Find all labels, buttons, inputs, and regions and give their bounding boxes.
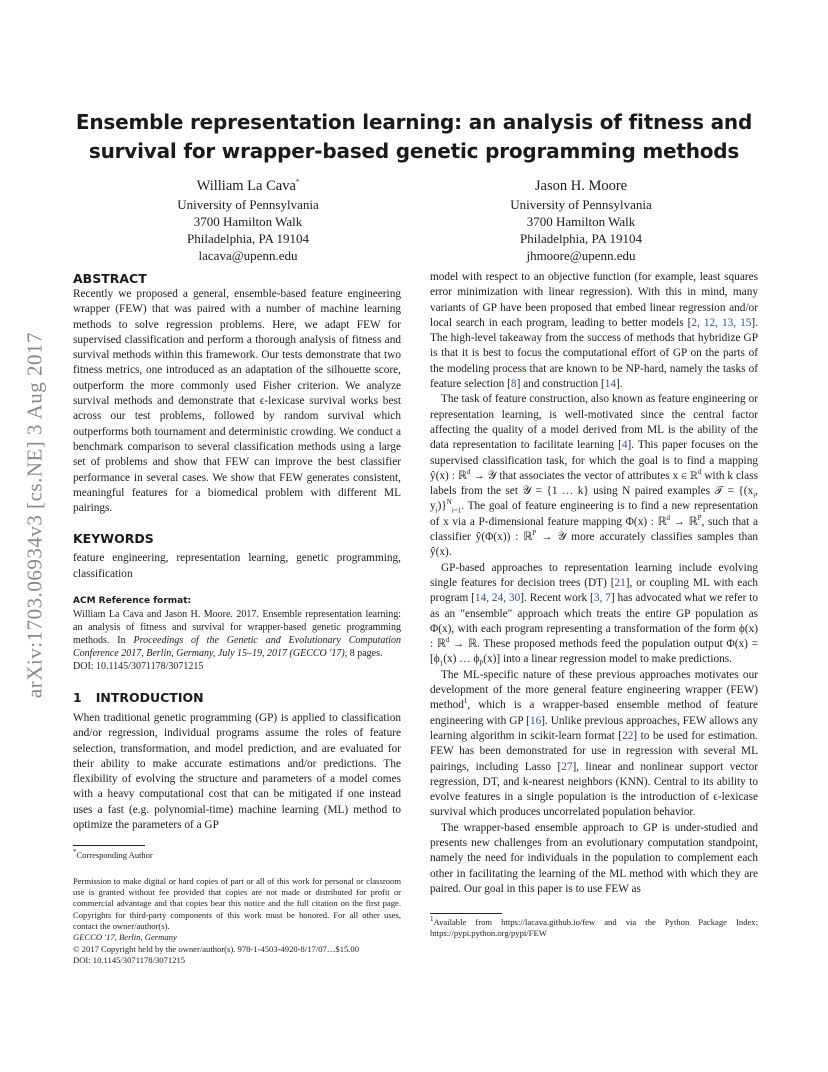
citation-link[interactable]: 8: [510, 378, 517, 391]
left-column: [73, 270, 401, 966]
arxiv-identifier: [20, 290, 50, 740]
introduction-heading: [73, 689, 401, 706]
intro-paragraph-3: GP-based approaches to representation learning include evolving single features for decision trees (DT) [21], or coupling ML with each program [14, 24, 30]. Recent work [3, 7] has advocated what we refer to as an "ensemble" approach which treats the entire GP population as Φ(x), with each program representing a transformation of the form ϕ(x) : ℝ$^d$ → ℝ. These proposed methods feed the population output $\Phi(x) = [\phi_1(x)$ … $\phi_P(x)$] into a linear regression model to make predictions.: [430, 561, 758, 668]
footnote-rule: [73, 845, 145, 846]
acm-reference-text: [73, 609, 401, 660]
software-footnote: [430, 917, 758, 940]
citation-link[interactable]: 14, 24, 30: [474, 592, 521, 605]
intro-paragraph-5: The wrapper-based ensemble approach to GP is under-studied and presents new challenges from an evolutionary computation standpoint, namely the need for individuals in the population to complement each other in facilitating the learning of the ML method with which they are paired. Our goal in this paper is to use FEW as: [430, 821, 758, 895]
author-street: 3700 Hamilton Walk: [193, 214, 303, 229]
citation-link[interactable]: 3, 7: [593, 592, 611, 605]
citation-link[interactable]: 4: [621, 439, 628, 452]
acm-reference-part: William La Cava and Jason H. Moore. 2017. Ensemble representation learning: an analysis of fitness and survival for wrapper-based genetic programming methods. In: [73, 609, 401, 646]
citation-link[interactable]: 16: [529, 714, 542, 727]
acm-reference-heading: ACM Reference format:: [73, 596, 192, 607]
author-email: jhmoore@upenn.edu: [526, 248, 636, 263]
citation-link[interactable]: 22: [622, 729, 634, 742]
citation-link[interactable]: 27: [561, 760, 573, 773]
copyright-line: © 2017 Copyright held by the owner/author(s). 978-1-4503-4920-8/17/07…$15.00: [73, 943, 360, 954]
author-city: Philadelphia, PA 19104: [520, 231, 642, 246]
keywords-heading: KEYWORDS: [73, 531, 154, 547]
author-street: 3700 Hamilton Walk: [526, 214, 636, 229]
intro-paragraph-4: The ML-specific nature of these previous approaches motivates our development of the more general feature engineering wrapper (FEW) method$^1$, which is a wrapper-based ensemble method of feature engineering with GP [16]. Unlike previous approaches, FEW allows any learning algorithm in scikit-learn format [22] to be used for estimation. FEW has been demonstrated for use in regression with several ML pairings, including Lasso [27], linear and nonlinear support vector regression, DT, and k-nearest neighbors (KNN). Central to its ability to evolve features in a single population is the introduction of ϵ-lexicase survival which produces uncorrelated population behavior.: [430, 668, 758, 819]
section-number: 1: [73, 689, 82, 705]
arxiv-id-text: arXiv:1703.06934v3 [cs.NE] 3 Aug 2017: [22, 331, 47, 699]
footnote-text: Corresponding Author: [76, 850, 153, 861]
corresponding-author-footnote: [73, 849, 401, 861]
section-title: INTRODUCTION: [95, 689, 204, 705]
author-city: Philadelphia, PA 19104: [187, 231, 309, 246]
permission-statement: Permission to make digital or hard copies of part or all of this work for personal or classroom use is granted without fee provided that copies are not made or distributed for profit or commercial advantage and that copies bear this notice and the full citation on the first page. Copyrights for third-party components of this work must be honored. For all other uses, contact the owner/author(s).: [73, 875, 401, 931]
footnote-rule: [430, 913, 502, 914]
intro-paragraph-2: The task of feature construction, also known as feature engineering or representation learning, is well-motivated since the central factor affecting the quality of a model derived from ML is the ability of the data representation to facilitate learning [4]. This paper focuses on the supervised classification task, for which the goal is to find a mapping ŷ(x) : ℝ$^d$ → 𝒴 that associates the vector of attributes x ∈ ℝ$^d$ with k class labels from the set 𝒴 = {1 … k} using N paired examples 𝒯 = {($x_i$, $y_i)\}^N_{i=1}$. The goal of feature engineering is to find a new representation of x via a P-dimensional feature mapping Φ(x) : ℝ$^d$ → ℝ$^P$, such that a classifier ŷ(Φ(x)) : ℝ$^P$ → 𝒴 more accurately classifies samples than ŷ(x).: [430, 393, 758, 559]
author-block-2: [461, 177, 701, 264]
footnote-mark: 1: [430, 915, 434, 924]
author-affiliation: University of Pennsylvania: [177, 197, 319, 212]
author-name-text: William La Cava: [196, 178, 296, 194]
intro-paragraph-1: model with respect to an objective function (for example, least squares error minimization with linear regression). With this in mind, many variants of GP have been proposed that embed linear regression and/or local search in each program, leading to better models [2, 12, 13, 15]. The high-level takeaway from the success of methods that hybridize GP is that it is best to focus the computational effort of GP on the parts of the modeling process that are known to be NP-hard, namely the tasks of feature selection [8] and construction [14].: [430, 271, 758, 391]
author-name: [128, 177, 368, 196]
permission-venue: [73, 932, 401, 943]
paper-title: Ensemble representation learning: an analysis of fitness and survival for wrapper-based genetic programming methods: [75, 110, 753, 163]
citation-link[interactable]: 14: [604, 378, 617, 391]
author-block-1: [128, 177, 368, 264]
citation-link[interactable]: 21: [614, 576, 626, 589]
footnote-mark[interactable]: 1: [463, 697, 468, 706]
venue-text: GECCO '17, Berlin, Germany: [73, 932, 177, 943]
keywords-text: feature engineering, representation learning, genetic programming, classification: [73, 552, 401, 580]
corresponding-author-mark: *: [295, 178, 300, 187]
acm-reference-pages: 8 pages.: [347, 647, 383, 659]
abstract-heading: ABSTRACT: [73, 271, 147, 286]
author-affiliation: University of Pennsylvania: [510, 197, 652, 212]
acm-reference-doi: DOI: 10.1145/3071178/3071215: [73, 660, 204, 672]
citation-link[interactable]: 2, 12, 13, 15: [691, 316, 752, 329]
introduction-text: When traditional genetic programming (GP) is applied to classification and/or regression, individual programs assume the roles of feature selection, transformation, and model prediction, and are evaluated for their ability to make accurate estimations and/or predictions. The flexibility of evolving the structure and parameters of a model comes with a heavy computational cost that can be mitigated if one instead uses a fast (e.g. polynomial-time) machine learning (ML) method to optimize the parameters of a GP: [73, 711, 401, 832]
author-email: lacava@upenn.edu: [198, 248, 298, 263]
author-name: Jason H. Moore: [534, 178, 628, 194]
abstract-text: Recently we proposed a general, ensemble-based feature engineering wrapper (FEW) that was paired with a number of machine learning methods to solve regression problems. Here, we adapt FEW for supervised classification and perform a thorough analysis of fitness and survival methods within this framework. Our tests demonstrate that two fitness metrics, one introduced as an adaptation of the silhouette score, outperform the more commonly used Fisher criterion. We analyze survival methods and demonstrate that ϵ-lexicase survival works best across our test problems, followed by random survival which outperforms both tournament and deterministic crowding. We conduct a benchmark comparison to several classification methods using a large set of problems and show that FEW can improve the best classifier performance in several cases. We show that FEW generates consistent, meaningful features for a biomedical problem with different ML pairings.: [73, 288, 401, 515]
permission-doi: DOI: 10.1145/3071178/3071215: [73, 954, 186, 965]
footnote-text: Available from https://lacava.github.io/few and via the Python Package Index: https://pypi.python.org/pypi/FEW: [430, 917, 758, 939]
footnote-mark: *: [73, 848, 77, 857]
acm-reference-venue: Proceedings of the Genetic and Evolutionary Computation Conference 2017, Berlin, Germany, July 15–19, 2017 (GECCO '17),: [73, 634, 401, 659]
right-column: [430, 270, 758, 940]
